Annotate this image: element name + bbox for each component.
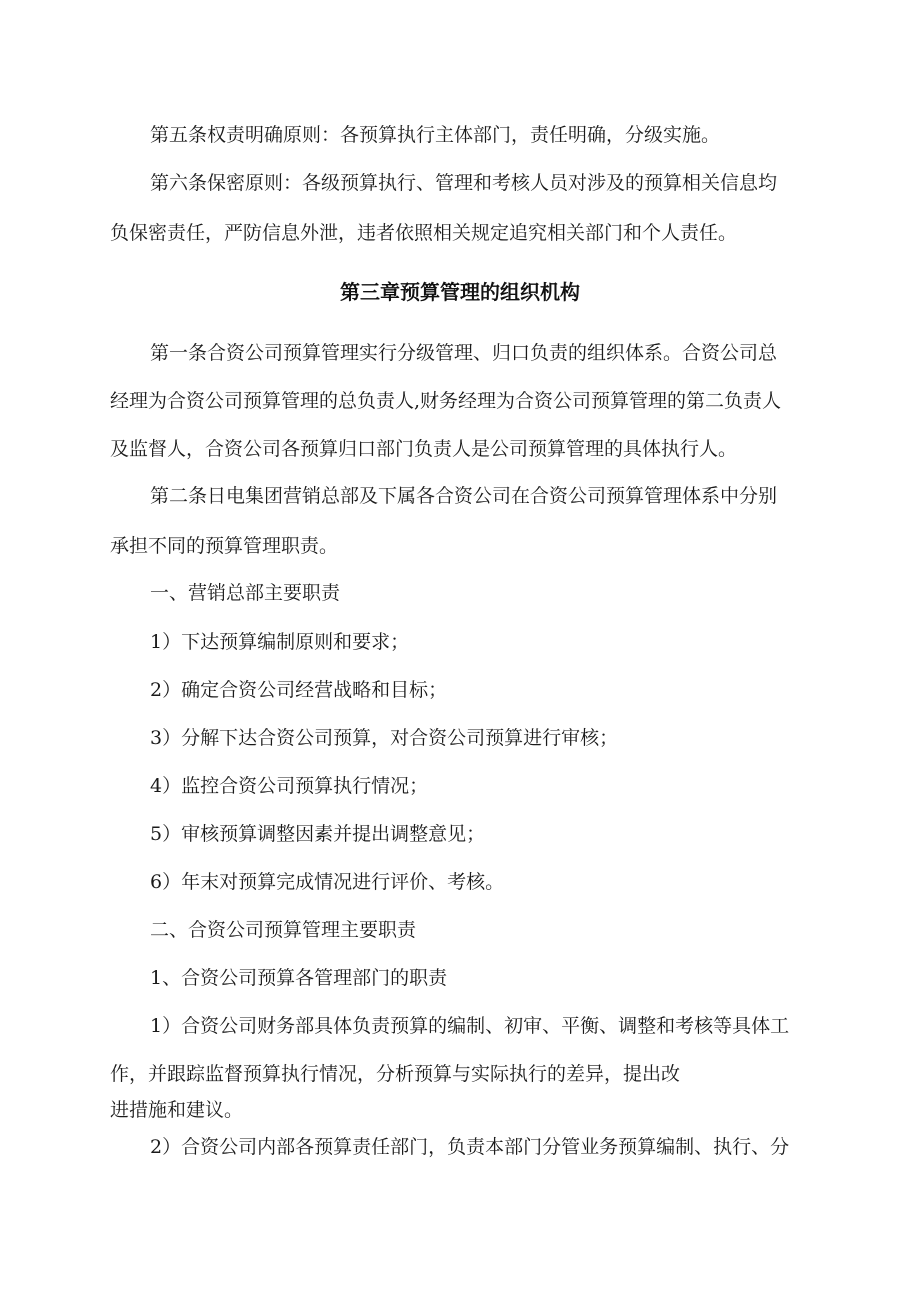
text-line: 第六条保密原则：各级预算执行、管理和考核人员对涉及的预算相关信息均 [150, 172, 778, 194]
chapter-heading: 第三章预算管理的组织机构 [340, 280, 580, 304]
text-line: 1、合资公司预算各管理部门的职责 [150, 967, 448, 989]
text-line: 一、营销总部主要职责 [150, 582, 341, 604]
text-line: 第二条日电集团营销总部及下属各合资公司在合资公司预算管理体系中分别 [150, 485, 778, 507]
text-line: 承担不同的预算管理职责。 [110, 535, 339, 557]
text-line: 作，并跟踪监督预算执行情况，分析预算与实际执行的差异，提出改 [110, 1063, 681, 1085]
text-line: 第一条合资公司预算管理实行分级管理、归口负责的组织体系。合资公司总 [150, 342, 778, 364]
text-line: 4）监控合资公司预算执行情况； [150, 775, 429, 797]
text-line: 2）确定合资公司经营战略和目标； [150, 679, 448, 701]
text-line: 及监督人，合资公司各预算归口部门负责人是公司预算管理的具体执行人。 [110, 438, 738, 460]
text-line: 3）分解下达合资公司预算，对合资公司预算进行审核； [150, 727, 619, 749]
text-line: 经理为合资公司预算管理的总负责人,财务经理为合资公司预算管理的第二负责人 [110, 390, 782, 412]
text-line: 6）年末对预算完成情况进行评价、考核。 [150, 871, 505, 893]
text-line: 二、合资公司预算管理主要职责 [150, 919, 417, 941]
text-line: 负保密责任，严防信息外泄，违者依照相关规定追究相关部门和个人责任。 [110, 222, 738, 244]
text-line: 2）合资公司内部各预算责任部门，负责本部门分管业务预算编制、执行、分 [150, 1136, 790, 1158]
text-line: 1）下达预算编制原则和要求； [150, 631, 410, 653]
text-line: 1）合资公司财务部具体负责预算的编制、初审、平衡、调整和考核等具体工 [150, 1015, 790, 1037]
text-line: 第五条权责明确原则：各预算执行主体部门，责任明确，分级实施。 [150, 124, 721, 146]
text-line: 进措施和建议。 [110, 1099, 244, 1121]
text-line: 5）审核预算调整因素并提出调整意见； [150, 823, 486, 845]
